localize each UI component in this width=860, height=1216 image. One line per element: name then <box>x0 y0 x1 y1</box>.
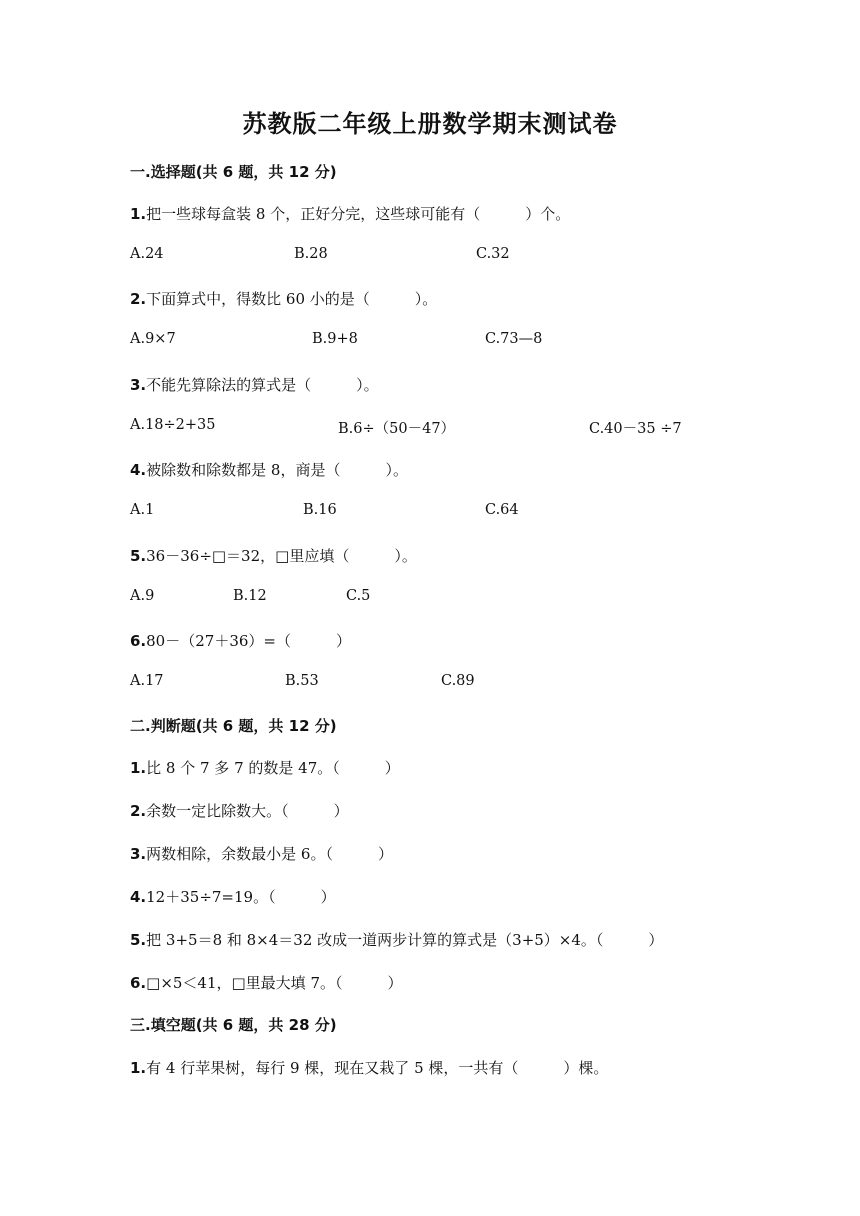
option-a: A.17 <box>130 673 164 689</box>
question-text: 36－36÷□＝32，□里应填（ ）。 <box>146 547 417 565</box>
section-heading-choice: 一.选择题(共 6 题，共 12 分) <box>130 163 337 181</box>
question-number: 6. <box>130 632 147 650</box>
question-1-2 <box>130 288 437 309</box>
question-text: 两数相除，余数最小是 6。（ ） <box>146 845 393 863</box>
question-number: 6. <box>130 974 147 992</box>
question-text: 不能先算除法的算式是（ ）。 <box>146 376 379 394</box>
question-number: 4. <box>130 461 147 479</box>
question-number: 3. <box>130 376 147 394</box>
question-text: 有 4 行苹果树，每行 9 棵，现在又栽了 5 棵，一共有（ ）棵。 <box>146 1059 609 1077</box>
option-c: C.73—8 <box>485 331 543 347</box>
question-number: 4. <box>130 888 147 906</box>
question-1-1 <box>130 203 570 224</box>
question-1-5 <box>130 545 417 566</box>
section-heading-judgement: 二.判断题(共 6 题，共 12 分) <box>130 717 337 735</box>
question-text: 12＋35÷7=19。（ ） <box>146 888 336 906</box>
question-3-1 <box>130 1057 608 1078</box>
question-1-3 <box>130 374 379 395</box>
question-text: □×5＜41，□里最大填 7。（ ） <box>146 974 403 992</box>
question-number: 3. <box>130 845 147 863</box>
question-number: 1. <box>130 759 147 777</box>
option-a: A.1 <box>130 502 155 518</box>
option-c: C.32 <box>476 246 510 262</box>
question-number: 5. <box>130 931 147 949</box>
option-b: B.28 <box>294 246 328 262</box>
option-a: A.9×7 <box>130 331 176 347</box>
question-text: 下面算式中，得数比 60 小的是（ ）。 <box>146 290 438 308</box>
option-a: A.9 <box>130 588 155 604</box>
question-text: 余数一定比除数大。（ ） <box>146 802 349 820</box>
question-text: 把 3+5＝8 和 8×4＝32 改成一道两步计算的算式是（3+5）×4。（ ） <box>146 931 664 949</box>
question-number: 1. <box>130 1059 147 1077</box>
option-b: B.12 <box>233 588 267 604</box>
section-heading-fill-blank: 三.填空题(共 6 题，共 28 分) <box>130 1016 337 1034</box>
option-a: A.24 <box>130 246 164 262</box>
question-1-4 <box>130 459 408 480</box>
question-text: 被除数和除数都是 8，商是（ ）。 <box>146 461 408 479</box>
option-c: C.40－35 ÷7 <box>589 421 682 437</box>
option-a: A.18÷2+35 <box>130 417 216 433</box>
option-b: B.53 <box>285 673 319 689</box>
question-2-3 <box>130 843 393 864</box>
option-c: C.5 <box>346 588 371 604</box>
option-b: B.6÷（50－47） <box>338 421 456 437</box>
question-2-5 <box>130 929 663 950</box>
question-text: 80－（27＋36）=（ ） <box>146 632 351 650</box>
question-text: 把一些球每盒装 8 个，正好分完，这些球可能有（ ）个。 <box>146 205 571 223</box>
option-c: C.89 <box>441 673 475 689</box>
question-1-6 <box>130 630 351 651</box>
option-b: B.9+8 <box>312 331 358 347</box>
question-number: 5. <box>130 547 147 565</box>
option-b: B.16 <box>303 502 337 518</box>
exam-title: 苏教版二年级上册数学期末测试卷 <box>242 110 618 138</box>
question-number: 1. <box>130 205 147 223</box>
option-c: C.64 <box>485 502 519 518</box>
question-2-2 <box>130 800 349 821</box>
question-number: 2. <box>130 290 147 308</box>
question-2-6 <box>130 972 403 993</box>
question-number: 2. <box>130 802 147 820</box>
question-text: 比 8 个 7 多 7 的数是 47。（ ） <box>146 759 400 777</box>
question-2-4 <box>130 886 336 907</box>
question-2-1 <box>130 757 400 778</box>
